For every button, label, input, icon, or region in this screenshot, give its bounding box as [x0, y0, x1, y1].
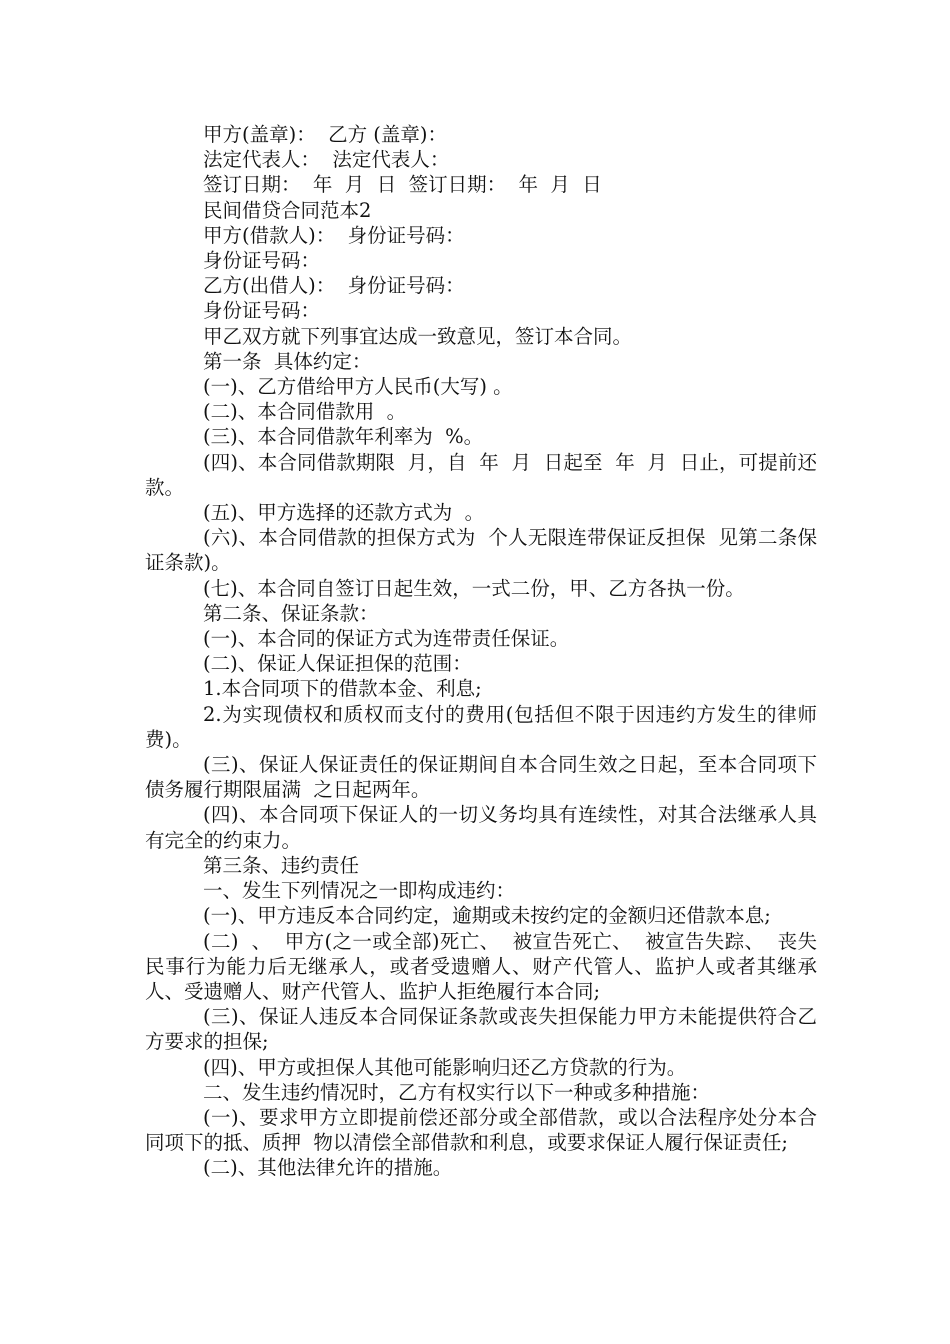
clause: (一)、要求甲方立即提前偿还部分或全部借款，或以合法程序处分本合同项下的抵、质押 物以清偿全部借款和利息，或要求保证人履行保证责任;	[145, 1105, 817, 1155]
party-b-line: 乙方(出借人)： 身份证号码：	[203, 274, 465, 298]
clause: (一)、甲方违反本合同约定，逾期或未按约定的金额归还借款本息;	[203, 904, 771, 928]
document-title: 民间借贷合同范本2	[203, 198, 372, 222]
article-heading: 第三条、违约责任	[203, 853, 360, 877]
party-a-line: 甲方(借款人)： 身份证号码：	[203, 223, 465, 247]
clause: (二)、其他法律允许的措施。	[203, 1156, 453, 1180]
signature-line-seal: 甲方(盖章)： 乙方 (盖章)：	[203, 123, 448, 146]
clause: 二、发生违约情况时，乙方有权实行以下一种或多种措施：	[203, 1080, 711, 1104]
article-heading: 第二条、保证条款：	[203, 601, 379, 625]
preamble: 甲乙双方就下列事宜达成一致意见，签订本合同。	[203, 324, 633, 348]
clause: (三)、保证人违反本合同保证条款或丧失担保能力甲方未能提供符合乙方要求的担保;	[145, 1005, 817, 1054]
clause: (二)、保证人保证担保的范围：	[203, 652, 472, 676]
clause: (一)、乙方借给甲方人民币(大写) 。	[203, 375, 513, 399]
clause: (四)、本合同借款期限 月，自 年 月 日起至 年 月 日止，可提前还款。	[145, 450, 817, 499]
clause: 1.本合同项下的借款本金、利息;	[203, 677, 482, 701]
signature-line-date: 签订日期： 年 月 日 签订日期： 年 月 日	[203, 173, 602, 197]
clause: (二)、本合同借款用 。	[203, 400, 407, 424]
clause: (二) 、 甲方(之一或全部)死亡、 被宣告死亡、 被宣告失踪、 丧失民事行为能力后无继承人，或者受遗赠人、财产代管人、监护人或者其继承人、受遗赠人、财产代管人、监护人拒绝履行本合同;	[145, 929, 817, 1003]
signature-line-representative: 法定代表人： 法定代表人：	[203, 148, 450, 172]
clause: (七)、本合同自签订日起生效，一式二份，甲、乙方各执一份。	[203, 576, 745, 600]
clause: (六)、本合同借款的担保方式为 个人无限连带保证反担保 见第二条保证条款)。	[145, 526, 817, 575]
contract-body	[145, 122, 817, 1181]
clause: (五)、甲方选择的还款方式为 。	[203, 501, 485, 525]
clause: (四)、本合同项下保证人的一切义务均具有连续性，对其合法继承人具有完全的约束力。	[145, 803, 817, 852]
id-number-line: 身份证号码：	[203, 299, 321, 323]
clause: (三)、保证人保证责任的保证期间自本合同生效之日起，至本合同项下债务履行期限届满 之日起两年。	[145, 753, 817, 802]
clause: (三)、本合同借款年利率为 %。	[203, 425, 484, 449]
clause: (四)、甲方或担保人其他可能影响归还乙方贷款的行为。	[203, 1055, 687, 1079]
clause: 一、发生下列情况之一即构成违约：	[203, 879, 516, 903]
clause: (一)、本合同的保证方式为连带责任保证。	[203, 627, 570, 651]
id-number-line: 身份证号码：	[203, 249, 321, 273]
article-heading: 第一条 具体约定：	[203, 349, 372, 373]
clause: 2.为实现债权和质权而支付的费用(包括但不限于因违约方发生的律师费)。	[145, 702, 817, 751]
